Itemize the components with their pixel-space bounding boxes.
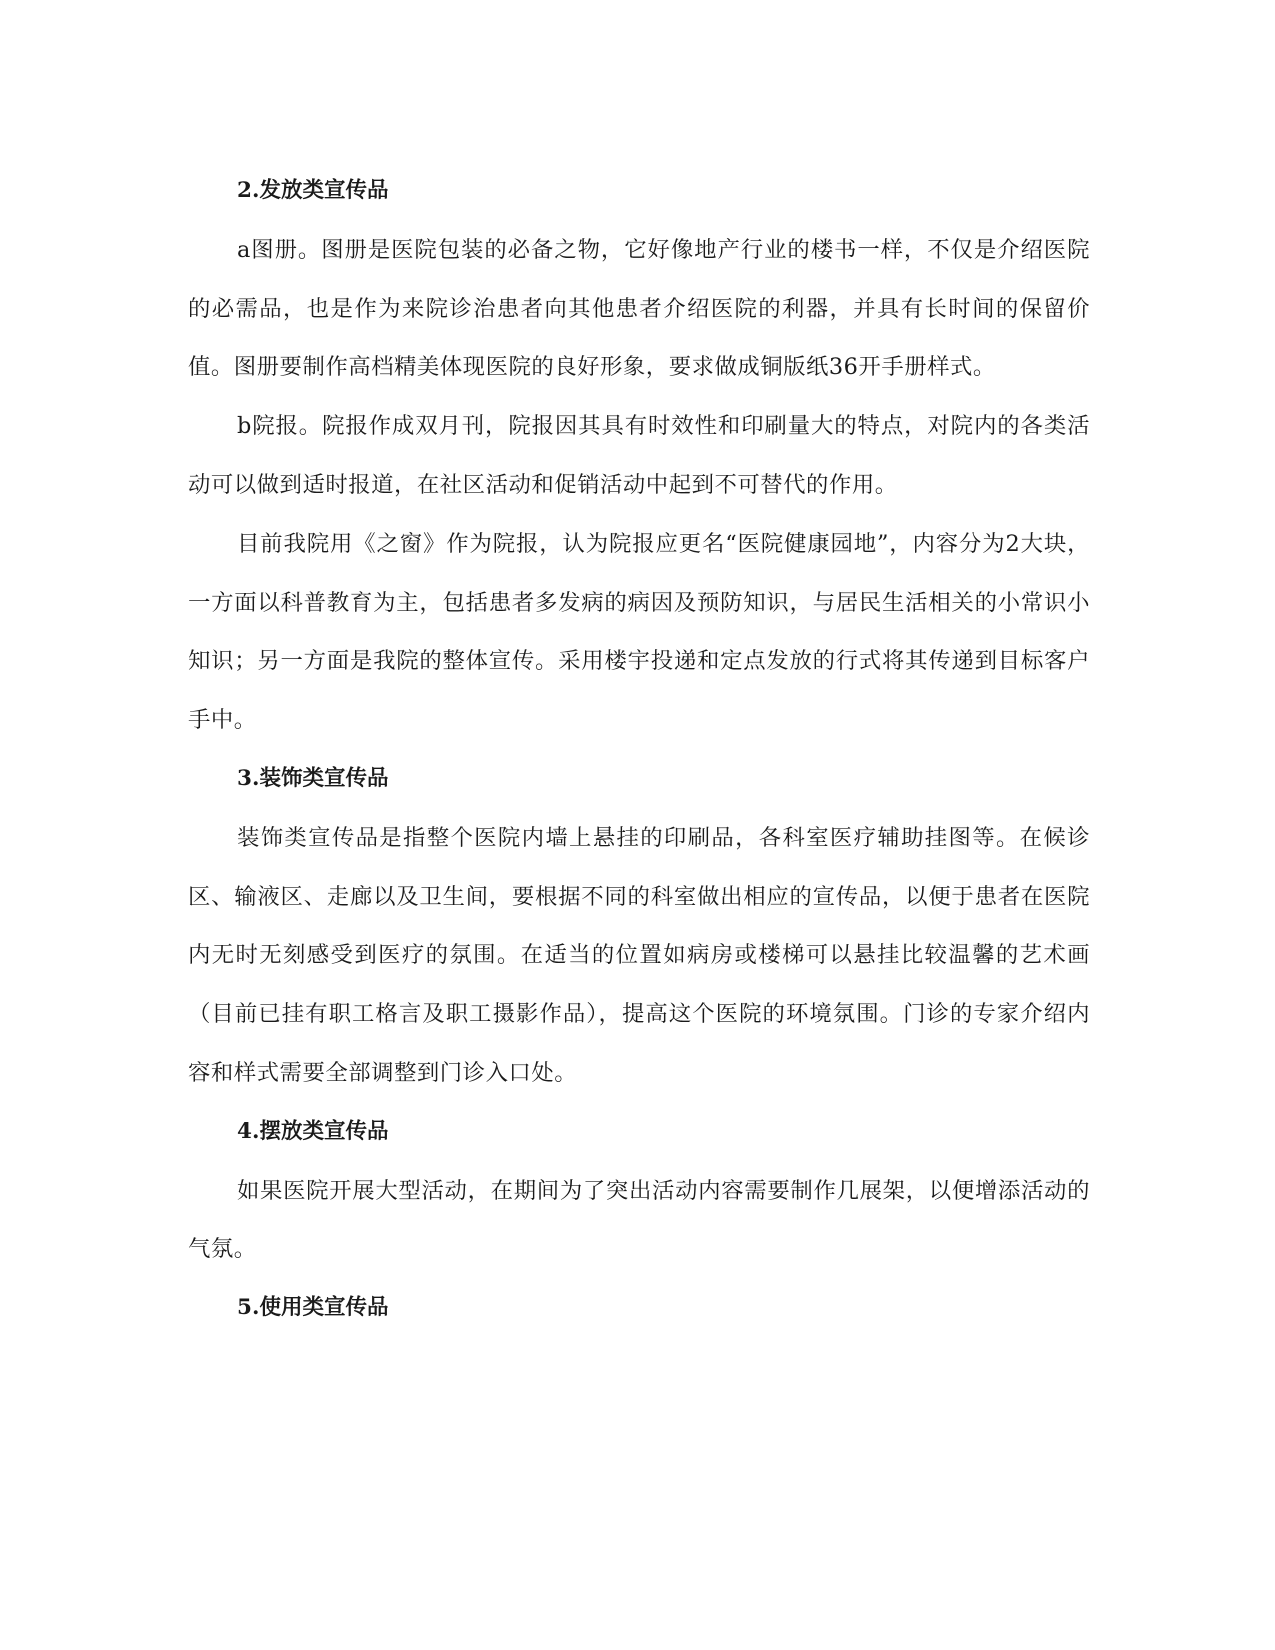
section-heading: 5.使用类宣传品 <box>237 1295 389 1321</box>
paragraph: a图册。图册是医院包装的必备之物，它好像地产行业的楼书一样，不仅是介绍医院的必需品，也是作为来院诊治患者向其他患者介绍医院的利器，并具有长时间的保留价值。图册要制作高档精美体现医院的良好形象，要求做成铜版纸36开手册样式。 <box>188 236 1090 381</box>
section-heading: 3.装饰类宣传品 <box>237 765 389 791</box>
paragraph: 目前我院用《之窗》作为院报，认为院报应更名“医院健康园地”，内容分为2大块，一方面以科普教育为主，包括患者多发病的病因及预防知识，与居民生活相关的小常识小知识；另一方面是我院的整体宣传。采用楼宇投递和定点发放的行式将其传递到目标客户手中。 <box>188 530 1090 734</box>
section-heading: 4.摆放类宣传品 <box>237 1118 389 1144</box>
section-3 <box>188 750 1090 1103</box>
paragraph: 如果医院开展大型活动，在期间为了突出活动内容需要制作几展架，以便增添活动的气氛。 <box>188 1177 1090 1263</box>
paragraph: 装饰类宣传品是指整个医院内墙上悬挂的印刷品，各科室医疗辅助挂图等。在候诊区、输液区、走廊以及卫生间，要根据不同的科室做出相应的宣传品，以便于患者在医院内无时无刻感受到医疗的氛围。在适当的位置如病房或楼梯可以悬挂比较温馨的艺术画（目前已挂有职工格言及职工摄影作品），提高这个医院的环境氛围。门诊的专家介绍内容和样式需要全部调整到门诊入口处。 <box>188 824 1090 1086</box>
section-2 <box>188 162 1090 750</box>
section-heading: 2.发放类宣传品 <box>237 178 389 203</box>
section-4 <box>188 1103 1090 1279</box>
document-body <box>188 162 1090 1338</box>
section-5 <box>188 1279 1090 1338</box>
paragraph: b院报。院报作成双月刊，院报因其具有时效性和印刷量大的特点，对院内的各类活动可以做到适时报道，在社区活动和促销活动中起到不可替代的作用。 <box>188 413 1090 498</box>
